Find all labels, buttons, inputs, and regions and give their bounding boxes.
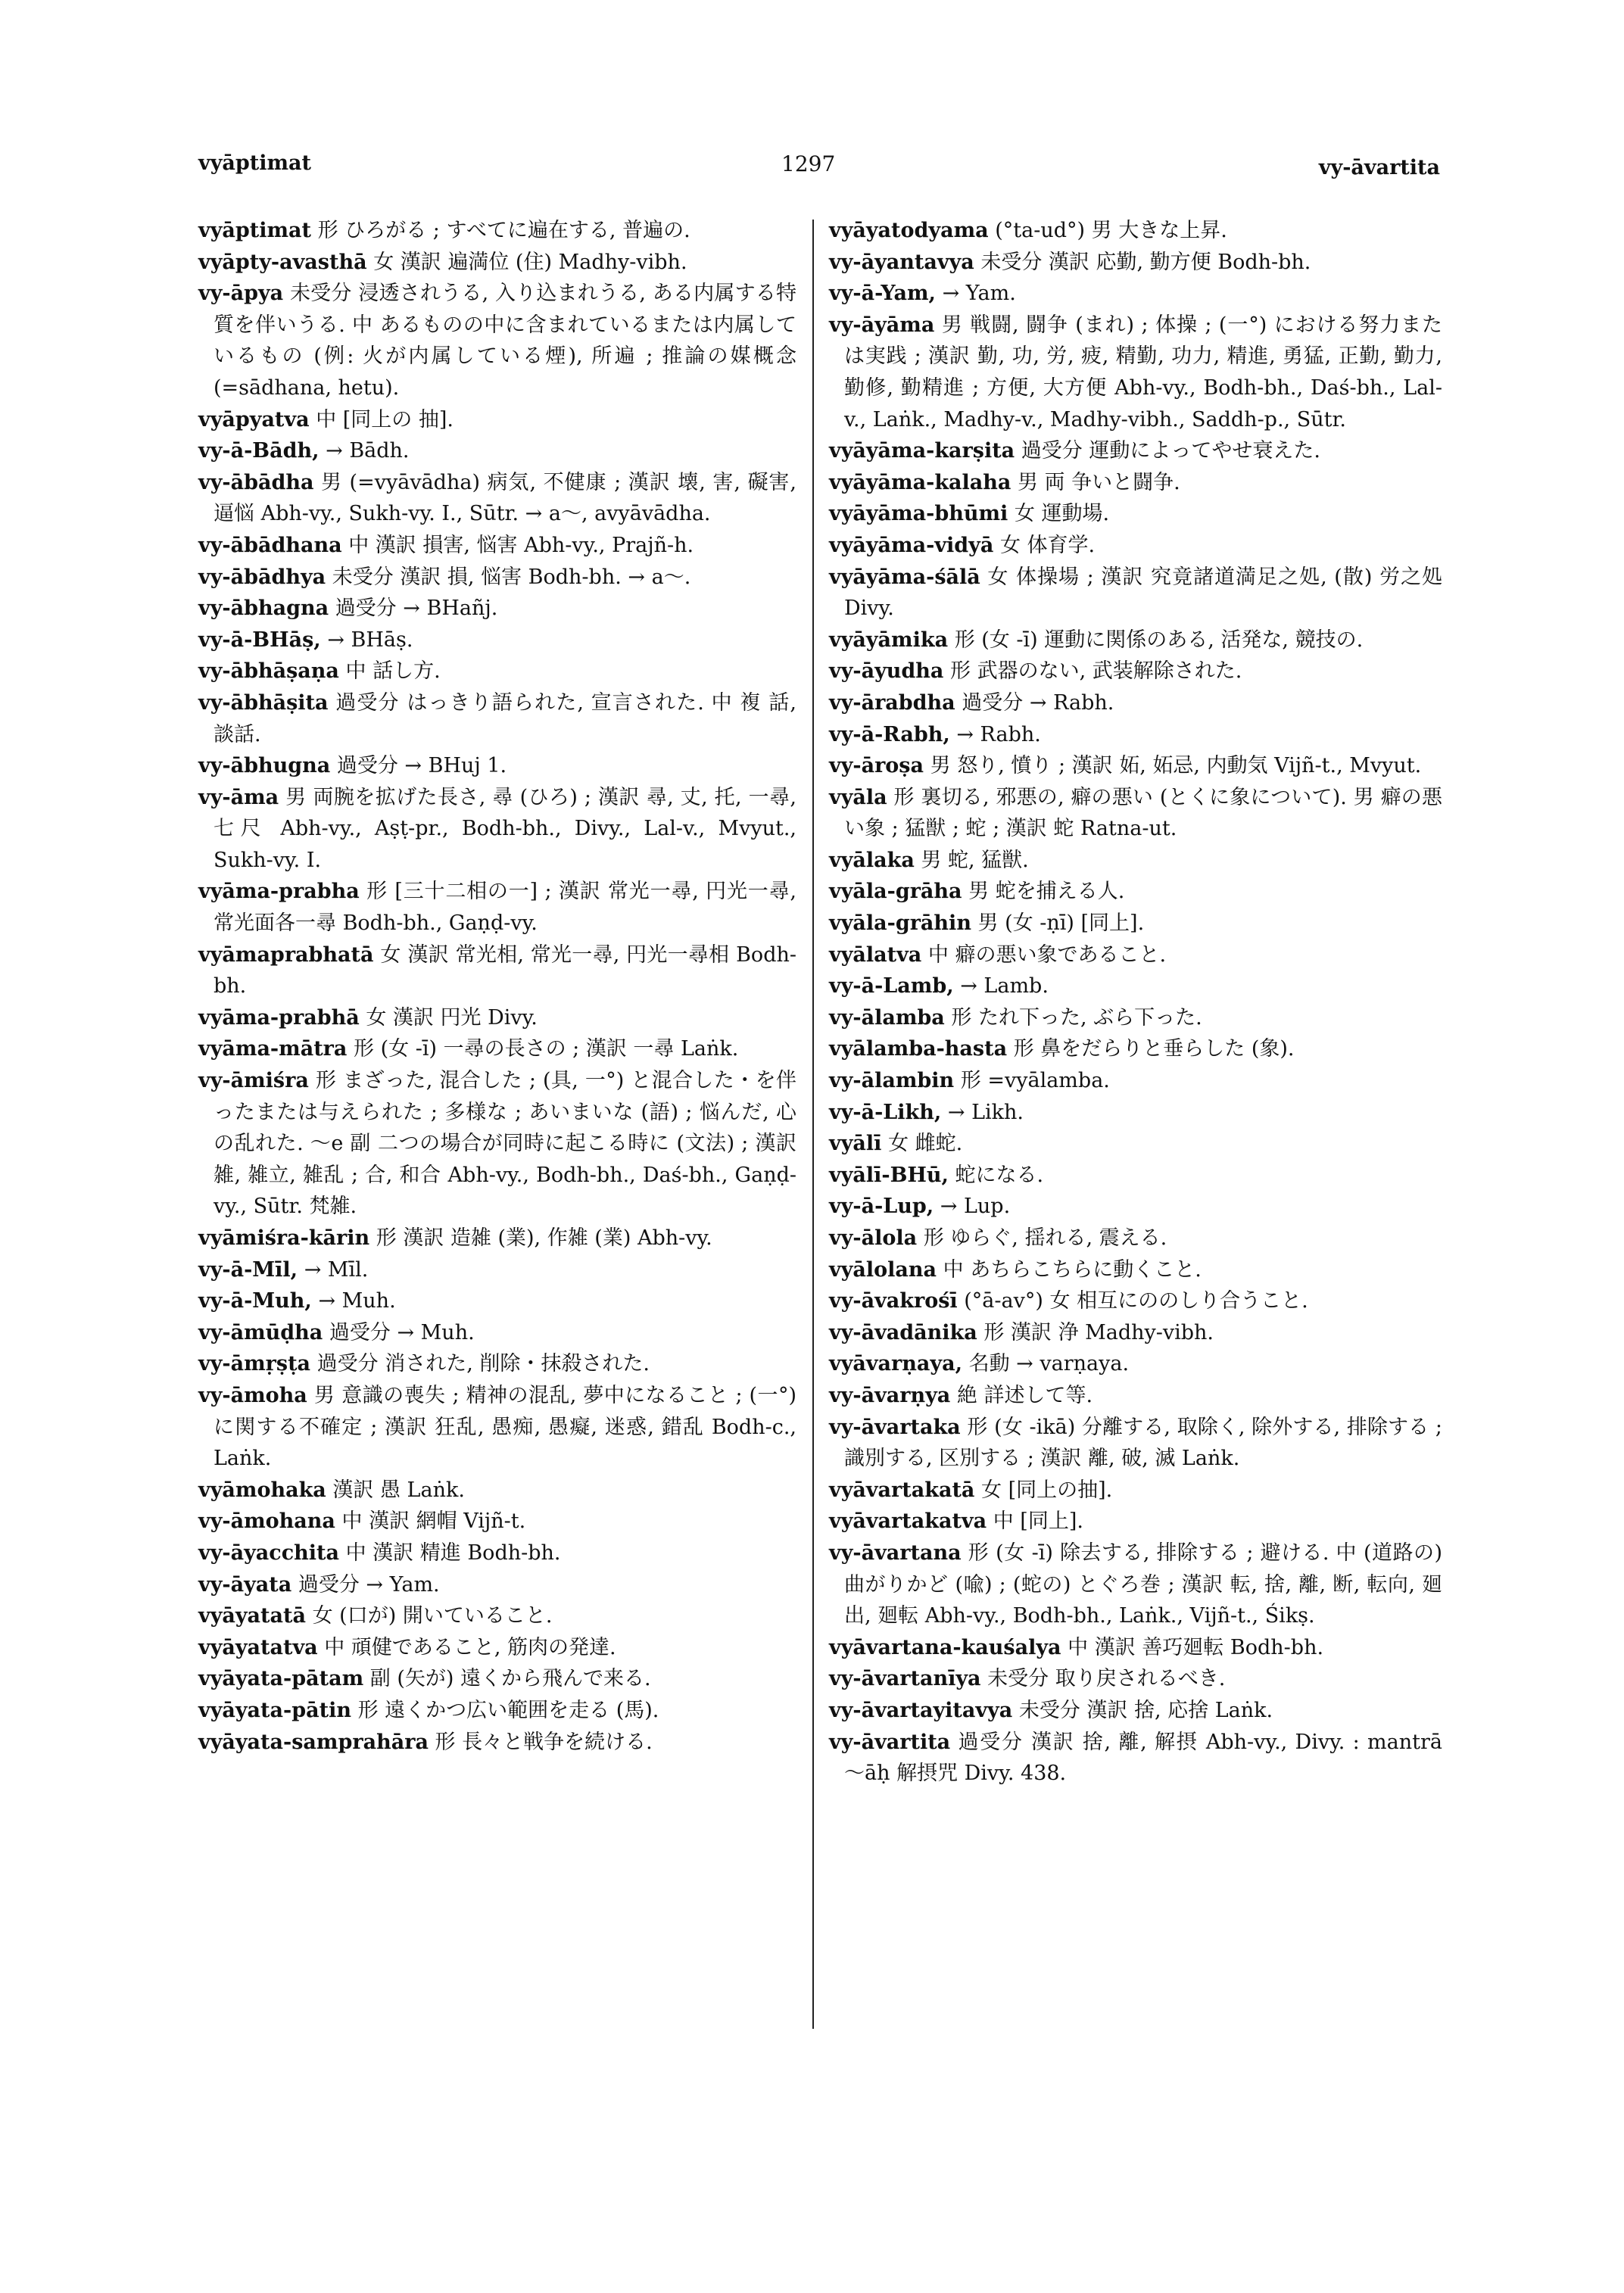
dictionary-entry	[198, 1380, 796, 1475]
dictionary-entry	[829, 1002, 1442, 1034]
dictionary-entry	[829, 1065, 1442, 1097]
dictionary-entry	[829, 1285, 1442, 1317]
dictionary-entry	[198, 687, 796, 750]
entry-definition: → Muh.	[318, 1289, 396, 1313]
entry-definition: → Lamb.	[960, 974, 1049, 999]
dictionary-entry	[829, 876, 1442, 908]
dictionary-entry	[829, 1537, 1442, 1632]
entry-definition: 形 たれ下った, ぶら下った.	[951, 1005, 1202, 1030]
dictionary-entry	[829, 845, 1442, 877]
entry-headword: vy-āvartanīya	[829, 1667, 981, 1691]
entry-headword: vy-āma	[198, 785, 279, 809]
entry-headword: vy-āvarṇya	[829, 1383, 951, 1407]
entry-definition: 男 蛇を捕える人.	[968, 880, 1125, 904]
entry-headword: vy-ābhugna	[198, 754, 331, 778]
entry-definition: 男 戦闘, 闘争 (まれ) ; 体操 ; (一°) における努力または実践 ; 漢訳 勤, 功, 労, 疲, 精勤, 功力, 精進, 勇猛, 正勤, 勤力, 勤修, 勤精進 ; 方便, 大方便 Abh-vy., Bodh-bh., Daś-bh., Lal-v., Laṅk., Madhy-v., Madhy-vibh., Saddh-p., Sūtr.	[844, 313, 1442, 431]
dictionary-entry	[198, 1002, 796, 1034]
right-column	[829, 215, 1442, 1790]
entry-definition: 過受分 運動によってやせ衰えた.	[1021, 439, 1320, 463]
entry-definition: → Rabh.	[956, 722, 1041, 746]
dictionary-entry	[198, 1506, 796, 1537]
entry-definition: 中 あちらこちらに動くこと.	[943, 1257, 1202, 1282]
entry-headword: vyāvartana-kauśalya	[829, 1635, 1061, 1659]
dictionary-entry	[198, 1537, 796, 1569]
entry-headword: vyāma-prabhā	[198, 1005, 360, 1030]
entry-definition: 絶 詳述して等.	[956, 1383, 1093, 1407]
entry-headword: vy-ā-Mīl,	[198, 1257, 298, 1282]
dictionary-entry	[829, 908, 1442, 939]
dictionary-entry	[829, 467, 1442, 499]
entry-definition: → Mīl.	[304, 1257, 369, 1282]
entry-headword: vy-ā-Rabh,	[829, 722, 950, 746]
entry-definition: 形 武器のない, 武装解除された.	[950, 659, 1242, 684]
entry-definition: 中 癖の悪い象であること.	[927, 942, 1167, 967]
dictionary-entry	[198, 435, 796, 467]
entry-definition: 過受分 消された, 削除・抹殺された.	[316, 1352, 650, 1376]
entry-definition: → Yam.	[942, 282, 1016, 306]
dictionary-entry	[829, 939, 1442, 971]
entry-headword: vyāyatodyama	[829, 219, 989, 242]
entry-definition: 男 両 争いと闘争.	[1018, 470, 1180, 494]
entry-headword: vyālī-BHū,	[829, 1163, 949, 1187]
entry-definition: 男 両腕を拡げた長さ, 尋 (ひろ) ; 漢訳 尋, 丈, 托, 一尋, 七尺 Abh-vy., Aṣṭ-pr., Bodh-bh., Divy., Lal-v., Mvyut., Sukh-vy. I.	[214, 785, 796, 872]
entry-definition: 形 漢訳 浄 Madhy-vibh.	[983, 1320, 1214, 1344]
dictionary-entry	[829, 1128, 1442, 1160]
entry-headword: vy-ābādhana	[198, 533, 342, 557]
dictionary-entry	[829, 498, 1442, 530]
entry-headword: vyāyāma-vidyā	[829, 533, 994, 557]
entry-headword: vy-āmūḍha	[198, 1320, 323, 1344]
entry-definition: 男 (=vyāvādha) 病気, 不健康 ; 漢訳 壊, 害, 礙害, 逼悩 Abh-vy., Sukh-vy. I., Sūtr. → a～, avyāvādha.	[214, 470, 796, 526]
entry-definition: 形 ひろがる ; すべてに遍在する, 普遍の.	[317, 219, 690, 242]
entry-headword: vyāyāmika	[829, 628, 949, 652]
entry-headword: vy-ā-Muh,	[198, 1289, 312, 1313]
entry-definition: 女 漢訳 円光 Divy.	[366, 1005, 538, 1030]
entry-headword: vyāvarṇaya,	[829, 1352, 962, 1376]
entry-headword: vyāyata-samprahāra	[198, 1730, 429, 1754]
entry-headword: vy-āvartana	[829, 1541, 962, 1565]
entry-headword: vyāyāma-bhūmi	[829, 502, 1008, 526]
entry-headword: vy-ālambin	[829, 1069, 955, 1093]
entry-headword: vy-āyata	[198, 1572, 292, 1597]
entry-definition: 形 鼻をだらりと垂らした (象).	[1013, 1037, 1295, 1061]
entry-headword: vy-ābhāṣita	[198, 690, 329, 715]
dictionary-entry	[829, 1695, 1442, 1727]
dictionary-entry	[198, 1663, 796, 1695]
entry-headword: vy-āmṛṣṭa	[198, 1352, 311, 1376]
entry-definition: 女 体育学.	[999, 533, 1096, 557]
dictionary-entry	[198, 1317, 796, 1349]
dictionary-entry	[829, 562, 1442, 625]
entry-headword: vy-āyāma	[829, 313, 935, 337]
entry-definition: 女 運動場.	[1014, 502, 1110, 526]
dictionary-entry	[829, 1254, 1442, 1286]
entry-headword: vy-āvadānika	[829, 1320, 977, 1344]
entry-headword: vyāmiśra-kārin	[198, 1226, 370, 1250]
entry-headword: vy-āyudha	[829, 659, 944, 684]
dictionary-entry	[829, 247, 1442, 279]
dictionary-entry	[198, 247, 796, 279]
entry-definition: 過受分 → BHañj.	[335, 597, 498, 621]
entry-definition: 形 (女 -ikā) 分離する, 取除く, 除外する, 排除する ; 識別する, 区別する ; 漢訳 離, 破, 滅 Laṅk.	[844, 1415, 1442, 1471]
entry-headword: vy-āyantavya	[829, 250, 974, 274]
entry-definition: 中 頑健であること, 筋肉の発達.	[324, 1635, 616, 1659]
entry-headword: vy-ā-Likh,	[829, 1100, 942, 1124]
dictionary-entry	[829, 1632, 1442, 1664]
entry-headword: vy-āmiśra	[198, 1069, 309, 1093]
entry-headword: vyāyata-pātin	[198, 1698, 351, 1722]
dictionary-entry	[829, 1348, 1442, 1380]
entry-headword: vy-ā-BHāṣ,	[198, 628, 321, 652]
entry-definition: 形 まざった, 混合した ; (具, 一°) と混合した・を伴ったまたは与えられた ; 多様な ; あいまいな (語) ; 悩んだ, 心の乱れた. ～e 副 二つの場合が同時に起こる時に (文法) ; 漢訳 雑, 雑立, 雑乱 ; 合, 和合 Abh-vy., Bodh-bh., Daś-bh., Gaṇḍ-vy., Sūtr. 梵雑.	[214, 1069, 796, 1219]
entry-definition: 中 話し方.	[345, 659, 441, 684]
entry-definition: 過受分 はっきり語られた, 宣言された. 中 複 話, 談話.	[214, 690, 796, 746]
entry-headword: vyāpty-avasthā	[198, 250, 367, 274]
dictionary-entry	[829, 1160, 1442, 1192]
entry-definition: 未受分 漢訳 応勤, 勤方便 Bodh-bh.	[980, 250, 1311, 274]
entry-headword: vy-ārabdha	[829, 690, 955, 715]
dictionary-entry	[198, 1033, 796, 1065]
dictionary-entry	[829, 1317, 1442, 1349]
entry-definition: 形 (女 -ī) 運動に関係のある, 活発な, 競技の.	[954, 628, 1364, 652]
entry-headword: vyāmohaka	[198, 1478, 326, 1502]
entry-headword: vyāyāma-śālā	[829, 565, 980, 589]
dictionary-entry	[198, 656, 796, 687]
entry-definition: → Lup.	[940, 1195, 1011, 1219]
entry-headword: vyālī	[829, 1132, 882, 1156]
entry-definition: 中 漢訳 網帽 Vijñ-t.	[341, 1509, 526, 1534]
dictionary-entry	[198, 278, 796, 403]
entry-definition: 中 [同上の 抽].	[316, 407, 454, 431]
dictionary-entry	[198, 1254, 796, 1286]
dictionary-entry	[198, 1695, 796, 1727]
dictionary-entry	[829, 1097, 1442, 1129]
entry-headword: vyāma-prabha	[198, 880, 360, 904]
entry-headword: vy-āyacchita	[198, 1541, 339, 1565]
entry-definition: 未受分 漢訳 損, 悩害 Bodh-bh. → a～.	[332, 565, 691, 589]
entry-definition: 過受分 → Rabh.	[962, 690, 1114, 715]
entry-definition: 中 漢訳 損害, 悩害 Abh-vy., Prajñ-h.	[348, 533, 694, 557]
entry-definition: 中 漢訳 善巧廻転 Bodh-bh.	[1068, 1635, 1324, 1659]
entry-headword: vy-āvartayitavya	[829, 1698, 1013, 1722]
entry-definition: 形 長々と戦争を続ける.	[435, 1730, 653, 1754]
entry-headword: vyāptimat	[198, 219, 312, 242]
entry-definition: 形 (女 -ī) 除去する, 排除する ; 避ける. 中 (道路の) 曲がりかど (喩) ; (蛇の) とぐろ巻 ; 漢訳 転, 捨, 離, 断, 転向, 廻出, 廻転 Abh-vy., Bodh-bh., Laṅk., Vijñ-t., Śikṣ.	[844, 1541, 1442, 1628]
dictionary-entry	[198, 1632, 796, 1664]
entry-definition: 女 漢訳 遍満位 (住) Madhy-vibh.	[373, 250, 687, 274]
entry-headword: vy-ābādha	[198, 470, 314, 494]
entry-definition: 未受分 取り戻されるべき.	[987, 1667, 1226, 1691]
column-divider	[812, 220, 814, 2029]
entry-headword: vyāvartakatva	[829, 1509, 987, 1534]
entry-definition: 漢訳 愚 Laṅk.	[332, 1478, 465, 1502]
dictionary-entry	[198, 1223, 796, 1254]
entry-definition: 男 蛇, 猛獣.	[921, 848, 1029, 872]
entry-definition: 女 雌蛇.	[887, 1132, 963, 1156]
dictionary-entry	[198, 625, 796, 656]
dictionary-entry	[198, 404, 796, 436]
dictionary-entry	[829, 782, 1442, 845]
dictionary-entry	[829, 1033, 1442, 1065]
entry-headword: vyāla	[829, 785, 887, 809]
entry-headword: vyālamba-hasta	[829, 1037, 1008, 1061]
dictionary-entry	[829, 1475, 1442, 1506]
dictionary-entry	[829, 530, 1442, 562]
dictionary-entry	[198, 939, 796, 1002]
entry-headword: vy-āroṣa	[829, 754, 924, 778]
dictionary-entry	[829, 970, 1442, 1002]
dictionary-entry	[198, 876, 796, 939]
entry-headword: vy-ālamba	[829, 1005, 945, 1030]
entry-definition: 女 漢訳 常光相, 常光一尋, 円光一尋相 Bodh-bh.	[214, 942, 796, 999]
entry-definition: 過受分 → Muh.	[329, 1320, 475, 1344]
dictionary-entry	[829, 719, 1442, 751]
dictionary-entry	[198, 1727, 796, 1759]
entry-definition: 形 (女 -ī) 一尋の長さの ; 漢訳 一尋 Laṅk.	[354, 1037, 739, 1061]
entry-definition: 名動 → varṇaya.	[968, 1352, 1130, 1376]
dictionary-entry	[829, 750, 1442, 782]
dictionary-entry	[829, 1506, 1442, 1537]
dictionary-entry	[198, 782, 796, 877]
entry-definition: 形 =vyālamba.	[960, 1069, 1110, 1093]
header-left-guideword: vyāptimat	[198, 151, 312, 175]
entry-definition: 未受分 浸透されうる, 入り込まれうる, ある内属する特質を伴いうる. 中 あるものの中に含まれているまたは内属しているもの (例: 火が内属している煙), 所遍 ; 推論の媒概念(=sādhana, hetu).	[214, 282, 796, 400]
entry-definition: 形 [三十二相の一] ; 漢訳 常光一尋, 円光一尋, 常光面各一尋 Bodh-bh., Gaṇḍ-vy.	[214, 880, 796, 936]
entry-headword: vyāpyatva	[198, 407, 310, 431]
dictionary-entry	[829, 656, 1442, 687]
dictionary-entry	[198, 1065, 796, 1223]
dictionary-entry	[198, 1285, 796, 1317]
dictionary-entry	[198, 215, 796, 247]
entry-headword: vy-āvartita	[829, 1730, 951, 1754]
entry-headword: vyāyatatā	[198, 1604, 306, 1628]
entry-definition: → Bādh.	[326, 439, 410, 463]
dictionary-entry	[829, 435, 1442, 467]
entry-definition: 形 遠くかつ広い範囲を走る (馬).	[357, 1698, 659, 1722]
page-number: 1297	[781, 151, 836, 176]
dictionary-entry	[198, 1600, 796, 1632]
dictionary-entry	[829, 1412, 1442, 1475]
dictionary-entry	[829, 278, 1442, 310]
entry-headword: vyāyata-pātam	[198, 1667, 364, 1691]
entry-headword: vyāvartakatā	[829, 1478, 975, 1502]
entry-headword: vy-ā-Bādh,	[198, 439, 320, 463]
dictionary-entry	[829, 310, 1442, 435]
entry-headword: vy-ābādhya	[198, 565, 326, 589]
dictionary-entry	[829, 1380, 1442, 1412]
entry-headword: vyāla-grāha	[829, 880, 962, 904]
entry-headword: vy-āpya	[198, 282, 284, 306]
entry-headword: vyāyatatva	[198, 1635, 318, 1659]
dictionary-entry	[198, 1348, 796, 1380]
header-right-guideword: vy-āvartita	[1318, 156, 1440, 179]
entry-definition: (°ta-ud°) 男 大きな上昇.	[995, 219, 1227, 242]
entry-headword: vyāmaprabhatā	[198, 942, 374, 967]
entry-definition: → BHāṣ.	[327, 628, 413, 652]
entry-definition: 女 [同上の抽].	[981, 1478, 1113, 1502]
entry-headword: vy-āmoha	[198, 1383, 307, 1407]
entry-headword: vyālolana	[829, 1257, 937, 1282]
dictionary-entry	[829, 1223, 1442, 1254]
entry-headword: vyāma-mātra	[198, 1037, 348, 1061]
entry-definition: 女 (口が) 開いていること.	[312, 1604, 553, 1628]
dictionary-entry	[829, 1727, 1442, 1790]
entry-definition: 男 (女 -ṇī) [同上].	[977, 911, 1145, 936]
entry-definition: 中 漢訳 精進 Bodh-bh.	[345, 1541, 561, 1565]
entry-headword: vy-āvakrośī	[829, 1289, 958, 1313]
dictionary-entry	[829, 215, 1442, 247]
entry-headword: vyālaka	[829, 848, 915, 872]
dictionary-entry	[198, 593, 796, 625]
entry-headword: vy-ālola	[829, 1226, 918, 1250]
entry-definition: 形 漢訳 造雑 (業), 作雑 (業) Abh-vy.	[376, 1226, 712, 1250]
entry-definition: 過受分 → Yam.	[298, 1572, 440, 1597]
entry-headword: vy-āmohana	[198, 1509, 335, 1534]
entry-definition: 過受分 → BHuj 1.	[336, 754, 507, 778]
entry-definition: 中 [同上].	[993, 1509, 1083, 1534]
entry-headword: vyāyāma-karṣita	[829, 439, 1015, 463]
entry-definition: 蛇になる.	[955, 1163, 1044, 1187]
entry-headword: vy-ābhagna	[198, 597, 329, 621]
entry-headword: vy-ā-Lup,	[829, 1195, 934, 1219]
dictionary-entry	[198, 1569, 796, 1601]
dictionary-entry	[198, 1475, 796, 1506]
entry-definition: (°ā-av°) 女 相互にののしり合うこと.	[964, 1289, 1308, 1313]
entry-definition: 形 ゆらぐ, 揺れる, 震える.	[923, 1226, 1167, 1250]
dictionary-entry	[829, 1663, 1442, 1695]
entry-headword: vy-ā-Lamb,	[829, 974, 954, 999]
dictionary-entry	[829, 625, 1442, 656]
left-column	[198, 215, 796, 1758]
entry-headword: vyāyāma-kalaha	[829, 470, 1011, 494]
entry-definition: 未受分 漢訳 捨, 応捨 Laṅk.	[1018, 1698, 1273, 1722]
entry-headword: vy-ā-Yam,	[829, 282, 936, 306]
dictionary-entry	[198, 530, 796, 562]
dictionary-entry	[829, 1191, 1442, 1223]
entry-definition: 女 体操場 ; 漢訳 究竟諸道満足之処, (散) 労之処 Divy.	[844, 565, 1442, 621]
entry-headword: vyālatva	[829, 942, 922, 967]
entry-definition: 男 怒り, 憤り ; 漢訳 妬, 妬忌, 内動気 Vijñ-t., Mvyut.	[930, 754, 1422, 778]
entry-definition: 形 裏切る, 邪悪の, 癖の悪い (とくに象について). 男 癖の悪い象 ; 猛獣 ; 蛇 ; 漢訳 蛇 Ratna-ut.	[844, 785, 1442, 841]
entry-headword: vy-āvartaka	[829, 1415, 961, 1439]
entry-definition: → Likh.	[947, 1100, 1024, 1124]
entry-headword: vyāla-grāhin	[829, 911, 971, 936]
entry-definition: 副 (矢が) 遠くから飛んで来る.	[369, 1667, 651, 1691]
page-header	[198, 151, 1440, 189]
dictionary-entry	[198, 562, 796, 594]
entry-definition: 男 意識の喪失 ; 精神の混乱, 夢中になること ; (一°) に関する不確定 ; 漢訳 狂乱, 愚痴, 愚癡, 迷惑, 錯乱 Bodh-c., Laṅk.	[214, 1383, 796, 1471]
entry-definition: 過受分 漢訳 捨, 離, 解摂 Abh-vy., Divy. : mantrā ～āḥ 解摂咒 Divy. 438.	[844, 1730, 1443, 1786]
dictionary-entry	[198, 750, 796, 782]
dictionary-entry	[198, 467, 796, 530]
dictionary-entry	[829, 687, 1442, 719]
entry-headword: vy-ābhāṣaṇa	[198, 659, 339, 684]
